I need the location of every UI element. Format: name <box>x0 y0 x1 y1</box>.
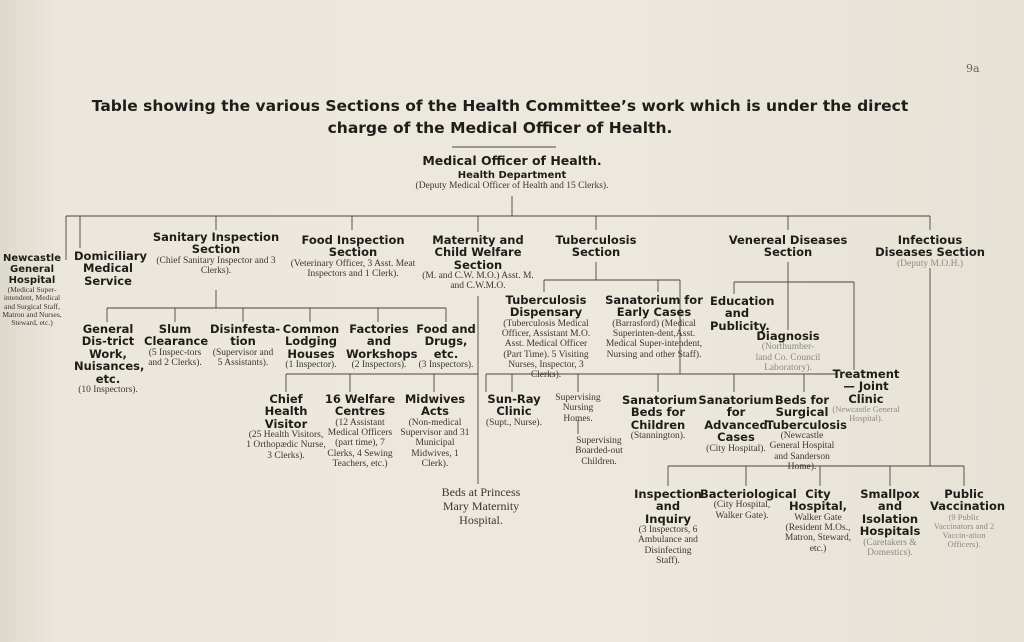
smallpox-isolation-title: Smallpox and Isolation Hospitals <box>859 487 921 539</box>
sanatorium-early-title: Sanatorium for Early Cases <box>605 293 703 320</box>
root-node <box>392 154 632 192</box>
page-number: 9a <box>966 62 980 75</box>
surgical-tb-note: (Newcastle General Hospital and Sanderson Home). <box>769 431 835 472</box>
root-title: Medical Officer of Health. <box>422 153 602 168</box>
venereal-node <box>726 234 850 259</box>
midwives-acts-note: (Non-medical Supervisor and 31 Municipal Midwives, 1 Clerk). <box>400 417 470 469</box>
venereal-title: Venereal Diseases Section <box>728 233 848 260</box>
food-title: Food Inspection Section <box>301 233 405 260</box>
bacteriological-title: Bacteriological <box>700 487 797 501</box>
education-publicity-node <box>710 294 775 333</box>
page-title-line-2: charge of the Medical Officer of Health. <box>327 119 673 137</box>
sanatorium-early-note: (Barrasford) (Medical Superinten-dent,Asst. Medical Super-intendent, Nursing and other Staff). <box>605 318 703 360</box>
sanatorium-advanced-note: (City Hospital). <box>706 443 766 454</box>
factories-note: (2 Inspectors). <box>351 360 407 371</box>
maternity-node <box>422 234 534 292</box>
smallpox-isolation-note: (Caretakers & Domestics). <box>863 537 917 558</box>
infectious-note: (Deputy M.O.H.) <box>897 258 963 269</box>
welfare-centres-note: (12 Assistant Medical Officers (part time), 7 Clerks, 4 Sewing Teachers, etc.) <box>327 417 393 469</box>
sanatorium-children-node <box>622 393 698 442</box>
lodging-houses-title: Common Lodging Houses <box>282 322 340 361</box>
food-drugs-title: Food and Drugs, etc. <box>416 322 476 361</box>
disinfestation-node <box>210 322 281 369</box>
chief-health-visitor-title: Chief Health Visitor <box>264 392 308 431</box>
root-note: (Deputy Medical Officer of Health and 15 Clerks). <box>415 181 609 192</box>
factories-title: Factories and Workshops <box>346 322 418 361</box>
midwives-acts-node <box>400 393 470 469</box>
city-hospital-note: Walker Gate (Resident M.Os., Matron, Steward, etc.) <box>784 512 852 554</box>
sanatorium-early-node <box>598 294 710 360</box>
surgical-tb-node <box>766 393 847 472</box>
bacteriological-note: (City Hospital, Walker Gate). <box>713 500 771 521</box>
inspection-inquiry-note: (3 Inspectors, 6 Ambulance and Disinfecting Staff). <box>638 525 698 566</box>
midwives-acts-title: Midwives Acts <box>404 392 466 419</box>
tb-dispensary-node <box>500 294 592 380</box>
domiciliary-title: Domiciliary Medical Service <box>74 249 147 288</box>
newcastle-hospital-title: Newcastle General Hospital <box>2 253 61 286</box>
maternity-title: Maternity and Child Welfare Section <box>432 233 524 272</box>
smallpox-isolation-node <box>852 488 928 558</box>
lodging-houses-note: (1 Inspector). <box>285 360 337 371</box>
food-node <box>290 234 416 279</box>
disinfestation-title: Disinfesta-tion <box>210 322 281 349</box>
nursing-homes-text: Supervising Nursing Homes. <box>555 393 601 424</box>
diagnosis-node <box>754 330 822 373</box>
inspection-inquiry-node <box>634 488 702 566</box>
sanatorium-advanced-title: Sanatorium for Advanced Cases <box>698 393 774 445</box>
welfare-centres-node <box>322 393 398 469</box>
tb-dispensary-note: (Tuberculosis Medical Officer, Assistant M.O. Asst. Medical Officer (Part Time). 5 Visiting Nurses, Inspector, 3 Clerks). <box>501 318 591 381</box>
sunray-clinic-title: Sun-Ray Clinic <box>487 392 541 419</box>
sanitary-note: (Chief Sanitary Inspector and 3 Clerks). <box>156 255 276 277</box>
newcastle-hospital-note: (Medical Super-intendent, Medical and Surgical Staff, Matron and Nurses, Steward, etc.) <box>2 285 62 327</box>
treatment-clinic-title: Treatment— Joint Clinic <box>832 367 900 406</box>
slum-clearance-title: Slum Clearance <box>144 322 209 349</box>
chief-health-visitor-note: (25 Health Visitors, 1 Orthopædic Nurse, 3 Clerks). <box>246 430 326 461</box>
infectious-title: Infectious Diseases Section <box>875 233 985 260</box>
sanatorium-children-title: Sanatorium Beds for Children <box>622 393 698 432</box>
education-publicity-title: Education and Publicity. <box>710 294 775 333</box>
boarded-children-text: Supervising Boarded-out Children. <box>575 436 623 467</box>
welfare-centres-title: 16 Welfare Centres <box>324 392 396 419</box>
beds-princess-mary-text: Beds at Princess Mary Maternity Hospital. <box>441 485 521 527</box>
sanatorium-children-note: (Stannington). <box>630 431 686 442</box>
general-district-node <box>74 322 145 396</box>
nursing-homes-node <box>548 393 608 424</box>
treatment-clinic-node <box>828 368 904 424</box>
inspection-inquiry-title: Inspection and Inquiry <box>634 487 702 526</box>
food-drugs-note: (3 Inspectors). <box>418 360 474 371</box>
bacteriological-node <box>700 487 797 521</box>
slum-clearance-node <box>144 322 209 369</box>
lodging-houses-node <box>280 323 342 370</box>
tuberculosis-node <box>552 234 640 259</box>
diagnosis-note: (Northumber-land Co. Council Laboratory). <box>755 342 821 373</box>
maternity-note: (M. and C.W. M.O.) Asst. M. and C.W.M.O. <box>422 271 534 292</box>
infectious-node <box>872 234 988 269</box>
sunray-clinic-node <box>486 393 542 428</box>
slum-clearance-note: (5 Inspec-tors and 2 Clerks). <box>148 347 202 369</box>
food-note: (Veterinary Officer, 3 Asst. Meat Inspectors and 1 Clerk). <box>290 258 416 280</box>
beds-princess-mary-node <box>436 486 526 527</box>
tb-dispensary-title: Tuberculosis Dispensary <box>505 293 587 320</box>
tuberculosis-title: Tuberculosis Section <box>555 233 637 260</box>
disinfestation-note: (Supervisor and 5 Assistants). <box>212 347 274 369</box>
general-district-title: General Dis-trict Work, Nuisances, etc. <box>74 322 145 386</box>
domiciliary-node <box>74 249 147 288</box>
diagnosis-title: Diagnosis <box>756 329 820 343</box>
sunray-clinic-note: (Supt., Nurse). <box>486 417 542 428</box>
sanitary-node <box>150 231 282 276</box>
surgical-tb-title: Beds for Surgical Tuberculosis <box>766 393 847 432</box>
page-title-line-1: Table showing the various Sections of the Health Committee’s work which is under the direct <box>91 97 909 115</box>
public-vaccination-node <box>930 487 1006 550</box>
chief-health-visitor-node <box>246 393 326 461</box>
city-hospital-node <box>782 488 854 554</box>
factories-node <box>346 322 418 371</box>
city-hospital-title: City Hospital, <box>788 487 848 514</box>
treatment-clinic-note: (Newcastle General Hospital). <box>832 404 900 424</box>
sanitary-title: Sanitary Inspection Section <box>152 230 280 257</box>
food-drugs-node <box>414 323 478 370</box>
public-vaccination-title: Public Vaccination <box>930 487 1006 514</box>
newcastle-hospital-node <box>0 254 64 327</box>
root-subtitle: Health Department <box>457 169 567 181</box>
general-district-note: (10 Inspectors). <box>78 385 138 396</box>
public-vaccination-note: (9 Public Vaccinators and 2 Vaccin-ation Officers). <box>933 511 995 550</box>
